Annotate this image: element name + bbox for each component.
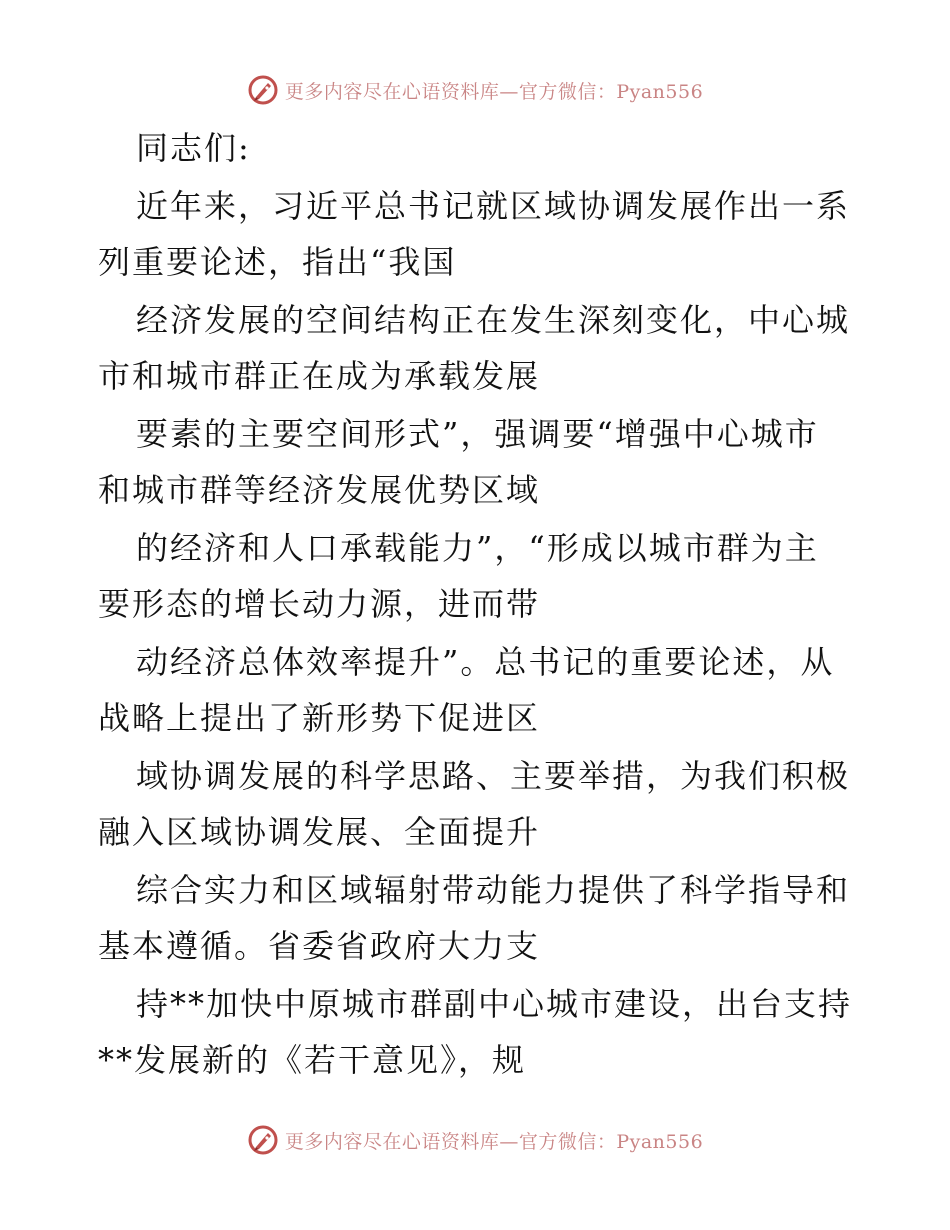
- text-line: 融入区域协调发展、全面提升: [98, 813, 541, 851]
- text-line: 要素的主要空间形式”，强调要“增强中心城市: [136, 415, 819, 453]
- text-line: 和城市群等经济发展优势区域: [98, 471, 541, 509]
- text-line: 经济发展的空间结构正在发生深刻变化，中心城: [136, 301, 851, 339]
- text-line: 的经济和人口承载能力”，“形成以城市群为主: [136, 529, 819, 567]
- text-line: 动经济总体效率提升”。总书记的重要论述，从: [136, 643, 835, 681]
- text-line: 近年来，习近平总书记就区域协调发展作出一系: [136, 187, 851, 225]
- text-line: 综合实力和区域辐射带动能力提供了科学指导和: [136, 871, 851, 909]
- text-line: 列重要论述，指出“我国: [98, 243, 457, 281]
- text-line: 要形态的增长动力源，进而带: [98, 585, 541, 623]
- watermark-text: 更多内容尽在心语资料库—官方微信：Pyan556: [284, 1130, 704, 1153]
- text-line: 市和城市群正在成为承载发展: [98, 357, 541, 395]
- text-line: 战略上提出了新形势下促进区: [98, 699, 541, 737]
- text-line: 基本遵循。省委省政府大力支: [98, 927, 541, 965]
- footer-watermark: [0, 1120, 950, 1160]
- pen-quill-logo-icon: [247, 74, 279, 106]
- text-line: 域协调发展的科学思路、主要举措，为我们积极: [136, 757, 851, 795]
- watermark-text: 更多内容尽在心语资料库—官方微信：Pyan556: [284, 80, 704, 103]
- text-line: 持**加快中原城市群副中心城市建设，出台支持: [136, 985, 853, 1023]
- salutation-line: 同志们:: [136, 129, 251, 167]
- pen-quill-logo-icon: [247, 1124, 279, 1156]
- header-watermark: [0, 70, 950, 110]
- text-line: **发展新的《若干意见》，规: [98, 1041, 527, 1079]
